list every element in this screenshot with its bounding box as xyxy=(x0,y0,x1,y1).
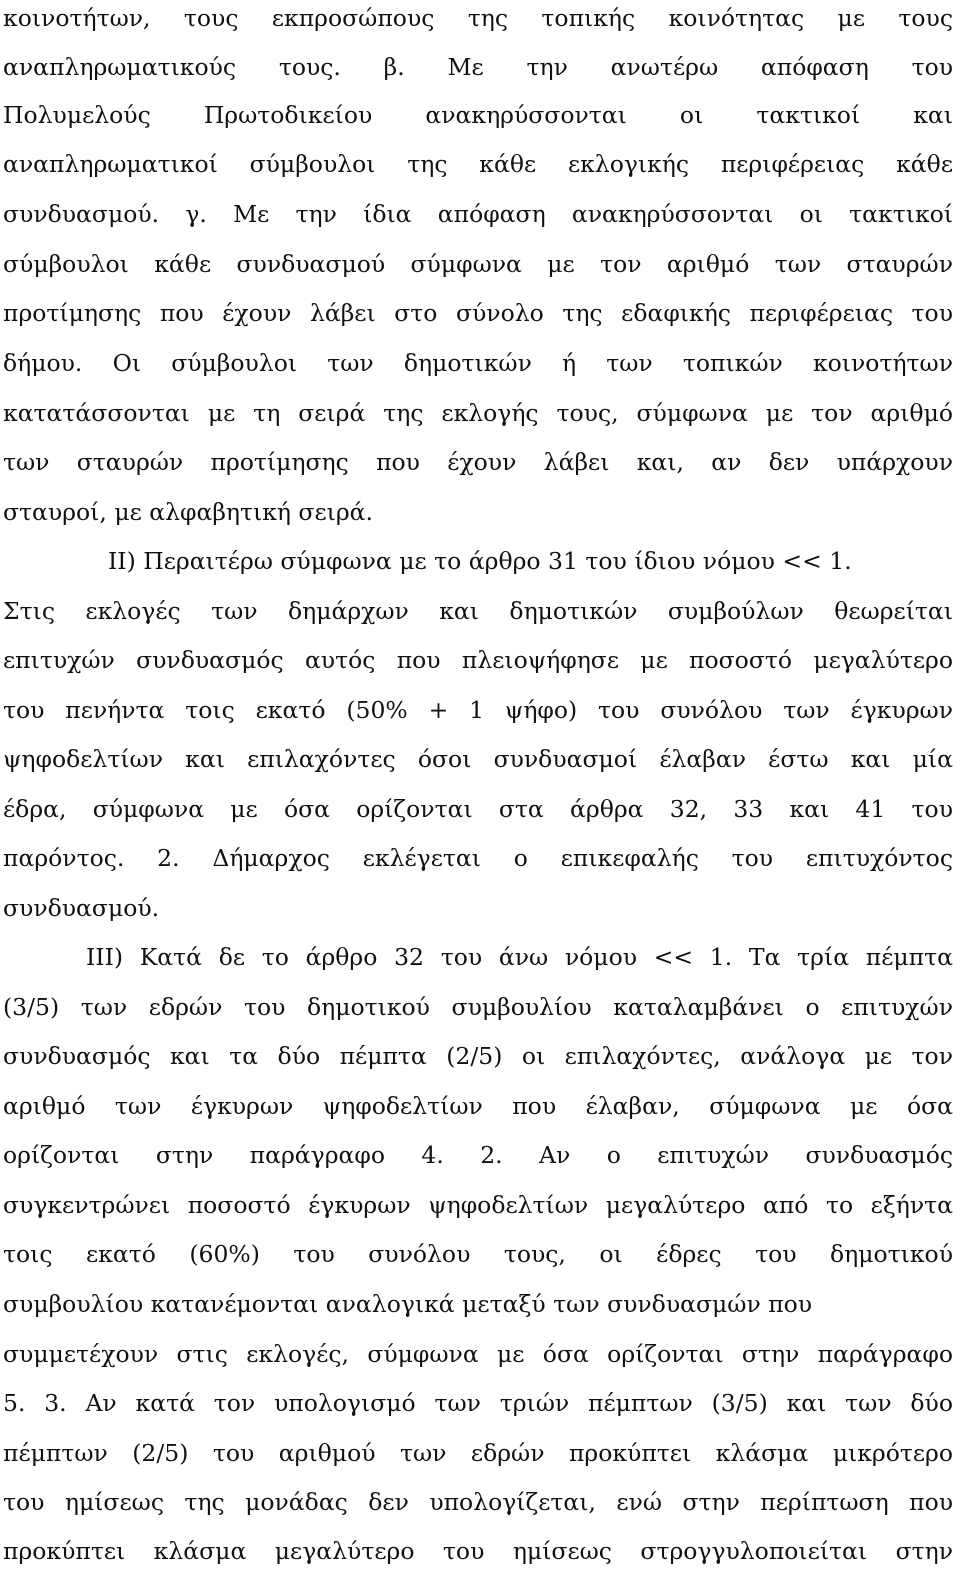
text-line-16: ψηφοδελτίων και επιλαχόντες όσοι συνδυασμοί έλαβαν έστω και μία xyxy=(3,745,953,773)
section-heading-ii: ΙΙ) Περαιτέρω σύμφωνα με το άρθρο 31 του ίδιου νόμου << 1. xyxy=(108,547,852,575)
text-line-9: κατατάσσονται με τη σειρά της εκλογής τους, σύμφωνα με τον αριθμό xyxy=(3,399,953,427)
text-line-22: συνδυασμός και τα δύο πέμπτα (2/5) οι επιλαχόντες, ανάλογα με τον xyxy=(3,1042,953,1070)
text-line-30: πέμπτων (2/5) του αριθμού των εδρών προκύπτει κλάσμα μικρότερο xyxy=(3,1439,953,1467)
text-line-31: του ημίσεως της μονάδας δεν υπολογίζεται, ενώ στην περίπτωση που xyxy=(3,1488,953,1516)
text-line-7: προτίμησης που έχουν λάβει στο σύνολο της εδαφικής περιφέρειας του xyxy=(3,299,953,327)
text-line-18: παρόντος. 2. Δήμαρχος εκλέγεται ο επικεφαλής του επιτυχόντος xyxy=(3,844,953,872)
text-line-28: συμμετέχουν στις εκλογές, σύμφωνα με όσα ορίζονται στην παράγραφο xyxy=(3,1340,953,1368)
text-line-21: (3/5) των εδρών του δημοτικού συμβουλίου καταλαμβάνει ο επιτυχών xyxy=(3,993,953,1021)
text-line-24: ορίζονται στην παράγραφο 4. 2. Αν ο επιτυχών συνδυασμός xyxy=(3,1141,953,1169)
text-line-3: Πολυμελούς Πρωτοδικείου ανακηρύσσονται οι τακτικοί και xyxy=(3,101,953,129)
text-line-11: σταυροί, με αλφαβητική σειρά. xyxy=(3,498,374,526)
text-line-26: τοις εκατό (60%) του συνόλου τους, οι έδρες του δημοτικού xyxy=(3,1240,953,1268)
text-line-4: αναπληρωματικοί σύμβουλοι της κάθε εκλογικής περιφέρειας κάθε xyxy=(3,150,953,178)
section-heading-iii: ΙΙΙ) Κατά δε το άρθρο 32 του άνω νόμου << 1. Τα τρία πέμπτα xyxy=(86,943,953,971)
text-line-25: συγκεντρώνει ποσοστό έγκυρων ψηφοδελτίων μεγαλύτερο από το εξήντα xyxy=(3,1191,953,1219)
text-line-1: κοινοτήτων, τους εκπροσώπους της τοπικής κοινότητας με τους xyxy=(3,4,953,32)
text-line-27: συμβουλίου κατανέμονται αναλογικά μεταξύ των συνδυασμών που xyxy=(3,1290,813,1318)
text-line-10: των σταυρών προτίμησης που έχουν λάβει και, αν δεν υπάρχουν xyxy=(3,448,953,476)
text-line-17: έδρα, σύμφωνα με όσα ορίζονται στα άρθρα 32, 33 και 41 του xyxy=(3,795,953,823)
text-line-2: αναπληρωματικούς τους. β. Με την ανωτέρω απόφαση του xyxy=(3,53,953,81)
text-line-14: επιτυχών συνδυασμός αυτός που πλειοψήφησε με ποσοστό μεγαλύτερο xyxy=(3,646,953,674)
text-line-23: αριθμό των έγκυρων ψηφοδελτίων που έλαβαν, σύμφωνα με όσα xyxy=(3,1092,953,1120)
text-line-32: προκύπτει κλάσμα μεγαλύτερο του ημίσεως στρογγυλοποιείται στην xyxy=(3,1537,953,1565)
text-line-5: συνδυασμού. γ. Με την ίδια απόφαση ανακηρύσσονται οι τακτικοί xyxy=(3,200,953,228)
text-line-15: του πενήντα τοις εκατό (50% + 1 ψήφο) του συνόλου των έγκυρων xyxy=(3,696,953,724)
text-line-29: 5. 3. Αν κατά τον υπολογισμό των τριών πέμπτων (3/5) και των δύο xyxy=(3,1389,953,1417)
text-line-8: δήμου. Οι σύμβουλοι των δημοτικών ή των τοπικών κοινοτήτων xyxy=(3,349,953,377)
text-line-19: συνδυασμού. xyxy=(3,894,160,922)
text-line-6: σύμβουλοι κάθε συνδυασμού σύμφωνα με τον αριθμό των σταυρών xyxy=(3,250,953,278)
text-line-13: Στις εκλογές των δημάρχων και δημοτικών συμβούλων θεωρείται xyxy=(3,597,953,625)
